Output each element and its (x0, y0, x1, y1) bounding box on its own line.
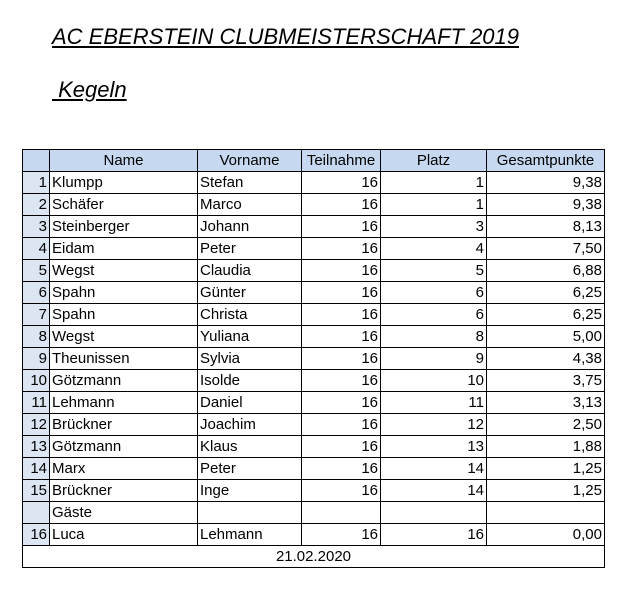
table-row (23, 326, 605, 348)
cell-teilnahme: 16 (302, 282, 381, 304)
cell-gesamtpunkte: 1,25 (487, 458, 605, 480)
cell-number: 13 (23, 436, 50, 458)
cell-name: Spahn (50, 304, 198, 326)
table-body (23, 172, 605, 502)
cell-gesamtpunkte: 2,50 (487, 414, 605, 436)
table-row (23, 172, 605, 194)
guests-section (23, 502, 605, 524)
cell-number: 16 (23, 524, 50, 546)
cell-name: Spahn (50, 282, 198, 304)
guests-label-empty-cell (198, 502, 302, 524)
header-vorname: Vorname (198, 150, 302, 172)
cell-number: 12 (23, 414, 50, 436)
header-platz: Platz (381, 150, 487, 172)
guests-label-row (23, 502, 605, 524)
cell-name: Brückner (50, 480, 198, 502)
date-cell: 21.02.2020 (23, 546, 605, 568)
guest-row (23, 524, 605, 546)
cell-number: 5 (23, 260, 50, 282)
table-row (23, 238, 605, 260)
cell-vorname: Peter (198, 458, 302, 480)
cell-gesamtpunkte: 1,25 (487, 480, 605, 502)
cell-gesamtpunkte: 6,25 (487, 304, 605, 326)
table-row (23, 216, 605, 238)
cell-gesamtpunkte: 4,38 (487, 348, 605, 370)
cell-platz: 6 (381, 304, 487, 326)
results-table (22, 149, 605, 568)
cell-teilnahme: 16 (302, 238, 381, 260)
cell-platz: 6 (381, 282, 487, 304)
guest-rows (23, 524, 605, 546)
cell-vorname: Klaus (198, 436, 302, 458)
page-subtitle: Kegeln (52, 77, 127, 102)
cell-gesamtpunkte: 9,38 (487, 172, 605, 194)
table-row (23, 436, 605, 458)
cell-teilnahme: 16 (302, 260, 381, 282)
cell-name: Wegst (50, 326, 198, 348)
guests-label-empty-cell (302, 502, 381, 524)
cell-vorname: Günter (198, 282, 302, 304)
table-row (23, 480, 605, 502)
date-row (23, 546, 605, 568)
cell-number: 6 (23, 282, 50, 304)
guests-label-empty-cell (381, 502, 487, 524)
cell-vorname: Joachim (198, 414, 302, 436)
cell-platz: 5 (381, 260, 487, 282)
header-name: Name (50, 150, 198, 172)
cell-vorname: Johann (198, 216, 302, 238)
cell-vorname: Marco (198, 194, 302, 216)
cell-vorname: Isolde (198, 370, 302, 392)
table-row (23, 392, 605, 414)
cell-vorname: Lehmann (198, 524, 302, 546)
cell-gesamtpunkte: 3,13 (487, 392, 605, 414)
cell-vorname: Christa (198, 304, 302, 326)
cell-vorname: Claudia (198, 260, 302, 282)
table-row (23, 260, 605, 282)
cell-teilnahme: 16 (302, 524, 381, 546)
cell-number: 4 (23, 238, 50, 260)
guests-label-empty-cell (487, 502, 605, 524)
cell-number: 8 (23, 326, 50, 348)
cell-number: 14 (23, 458, 50, 480)
cell-gesamtpunkte: 6,88 (487, 260, 605, 282)
cell-gesamtpunkte: 9,38 (487, 194, 605, 216)
guests-label-number-cell (23, 502, 50, 524)
cell-teilnahme: 16 (302, 370, 381, 392)
table-row (23, 414, 605, 436)
cell-platz: 14 (381, 458, 487, 480)
cell-gesamtpunkte: 0,00 (487, 524, 605, 546)
cell-platz: 1 (381, 172, 487, 194)
cell-name: Luca (50, 524, 198, 546)
cell-teilnahme: 16 (302, 304, 381, 326)
cell-gesamtpunkte: 5,00 (487, 326, 605, 348)
cell-platz: 14 (381, 480, 487, 502)
cell-name: Eidam (50, 238, 198, 260)
cell-number: 7 (23, 304, 50, 326)
cell-teilnahme: 16 (302, 216, 381, 238)
cell-number: 3 (23, 216, 50, 238)
cell-number: 9 (23, 348, 50, 370)
cell-name: Steinberger (50, 216, 198, 238)
cell-number: 11 (23, 392, 50, 414)
cell-teilnahme: 16 (302, 392, 381, 414)
table-header (23, 150, 605, 172)
cell-platz: 11 (381, 392, 487, 414)
table-row (23, 458, 605, 480)
cell-teilnahme: 16 (302, 172, 381, 194)
cell-gesamtpunkte: 3,75 (487, 370, 605, 392)
cell-gesamtpunkte: 6,25 (487, 282, 605, 304)
cell-teilnahme: 16 (302, 194, 381, 216)
cell-teilnahme: 16 (302, 458, 381, 480)
cell-name: Lehmann (50, 392, 198, 414)
header-teilnahme: Teilnahme (302, 150, 381, 172)
cell-gesamtpunkte: 1,88 (487, 436, 605, 458)
cell-gesamtpunkte: 8,13 (487, 216, 605, 238)
cell-name: Brückner (50, 414, 198, 436)
table-row (23, 304, 605, 326)
cell-name: Marx (50, 458, 198, 480)
cell-vorname: Yuliana (198, 326, 302, 348)
cell-platz: 4 (381, 238, 487, 260)
guests-label: Gäste (50, 502, 198, 524)
cell-teilnahme: 16 (302, 414, 381, 436)
cell-vorname: Peter (198, 238, 302, 260)
table-row (23, 282, 605, 304)
cell-platz: 12 (381, 414, 487, 436)
header-gesamtpunkte: Gesamtpunkte (487, 150, 605, 172)
header-number (23, 150, 50, 172)
cell-name: Theunissen (50, 348, 198, 370)
cell-number: 10 (23, 370, 50, 392)
cell-teilnahme: 16 (302, 326, 381, 348)
table-row (23, 348, 605, 370)
cell-platz: 10 (381, 370, 487, 392)
cell-platz: 1 (381, 194, 487, 216)
cell-platz: 16 (381, 524, 487, 546)
cell-platz: 9 (381, 348, 487, 370)
cell-platz: 3 (381, 216, 487, 238)
cell-gesamtpunkte: 7,50 (487, 238, 605, 260)
cell-number: 15 (23, 480, 50, 502)
header-row (23, 150, 605, 172)
cell-vorname: Stefan (198, 172, 302, 194)
cell-vorname: Daniel (198, 392, 302, 414)
cell-teilnahme: 16 (302, 436, 381, 458)
cell-teilnahme: 16 (302, 480, 381, 502)
page-title: AC EBERSTEIN CLUBMEISTERSCHAFT 2019 (52, 24, 520, 49)
cell-name: Klumpp (50, 172, 198, 194)
table-row (23, 194, 605, 216)
cell-platz: 13 (381, 436, 487, 458)
cell-platz: 8 (381, 326, 487, 348)
cell-vorname: Sylvia (198, 348, 302, 370)
cell-teilnahme: 16 (302, 348, 381, 370)
cell-name: Schäfer (50, 194, 198, 216)
cell-name: Götzmann (50, 370, 198, 392)
table-row (23, 370, 605, 392)
cell-vorname: Inge (198, 480, 302, 502)
cell-number: 1 (23, 172, 50, 194)
cell-number: 2 (23, 194, 50, 216)
table-footer (23, 546, 605, 568)
cell-name: Wegst (50, 260, 198, 282)
cell-name: Götzmann (50, 436, 198, 458)
